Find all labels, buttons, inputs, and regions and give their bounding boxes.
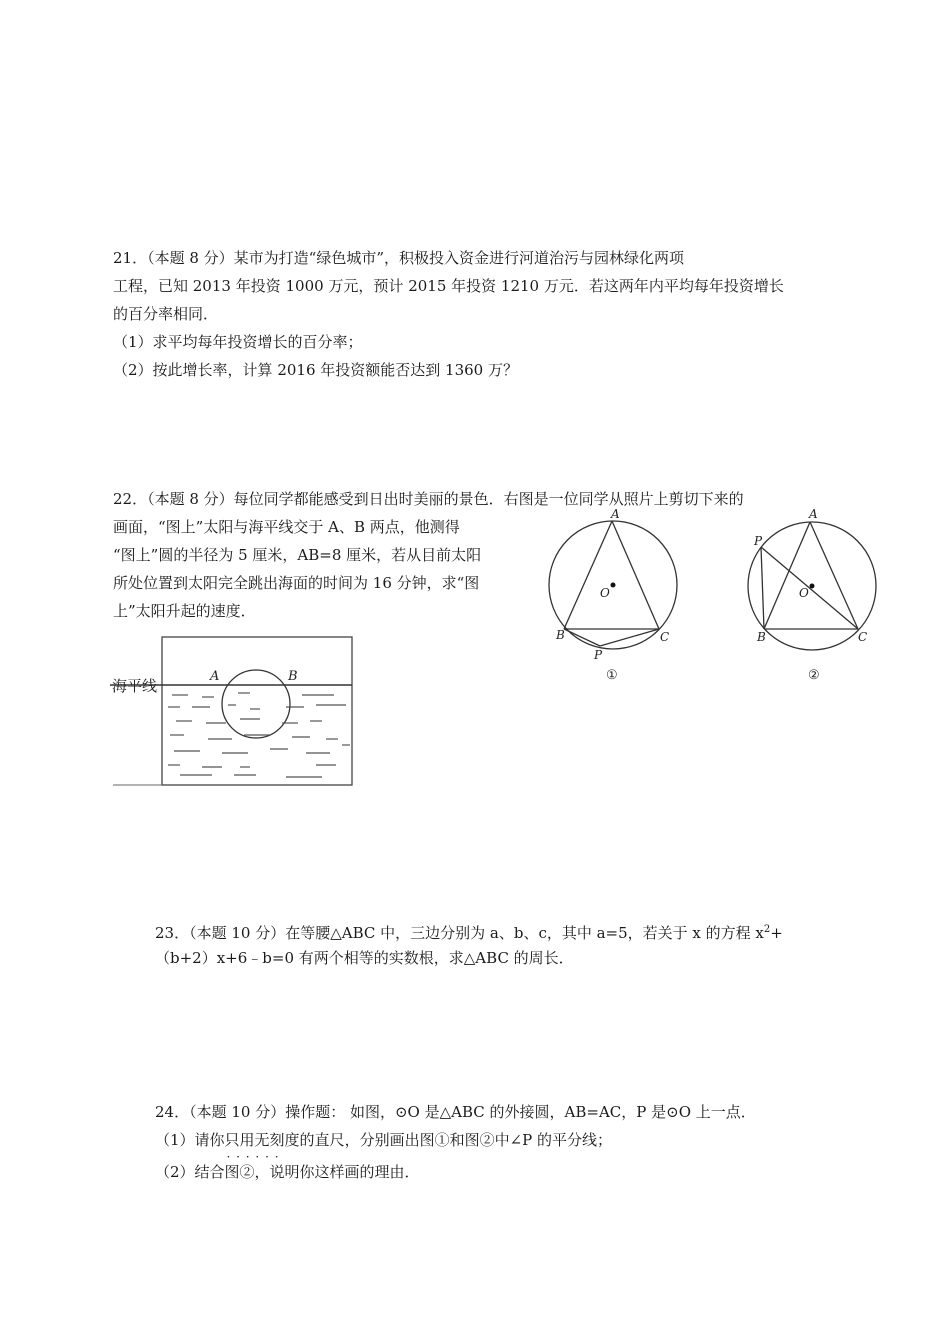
- q22-line-3: “图上”圆的半径为 5 厘米，AB=8 厘米，若从目前太阳: [113, 546, 482, 564]
- q23-line-1-plus: +: [770, 924, 783, 942]
- fig1-caption: ①: [606, 668, 618, 683]
- q23-line-1-text: 23．（本题 10 分）在等腰△ABC 中，三边分别为 a、b、c，其中 a=5，若关于 x 的方程 x: [155, 924, 764, 942]
- q21-line-1: 21．（本题 8 分）某市为打造“绿色城市”，积极投入资金进行河道治污与园林绿化两项: [113, 249, 685, 267]
- sunrise-figure: [110, 635, 360, 790]
- fig2-label-b: B: [757, 630, 766, 644]
- fig1-label-p: P: [594, 648, 603, 662]
- q21-part-2: （2）按此增长率，计算 2016 年投资额能否达到 1360 万？: [113, 361, 518, 379]
- q24-part-1-pre: （1）请你: [155, 1131, 225, 1149]
- q22-line-4: 所处位置到太阳完全跳出海面的时间为 16 分钟，求“图: [113, 574, 480, 592]
- fig2-label-a: A: [809, 507, 818, 521]
- q22-line-2: 画面，“图上”太阳与海平线交于 A、B 两点，他测得: [113, 518, 460, 536]
- q23-line-1: [155, 920, 783, 943]
- q24-part-1: [155, 1130, 612, 1150]
- q24-line-1: 24．（本题 10 分）操作题： 如图，⊙O 是△ABC 的外接圆，AB=AC，P 是⊙O 上一点．: [155, 1103, 756, 1121]
- q22-line-1: 22．（本题 8 分）每位同学都能感受到日出时美丽的景色．右图是一位同学从照片上剪切下来的: [113, 490, 744, 508]
- q23-line-2: （b+2）x+6﹣b=0 有两个相等的实数根，求△ABC 的周长．: [155, 949, 574, 967]
- fig1-label-c: C: [660, 630, 670, 644]
- q24-part-1-emphasis: 只用无刻度的直尺 · · ·: [225, 1131, 345, 1149]
- q22-line-5: 上”太阳升起的速度．: [113, 602, 256, 620]
- fig1-label-a: A: [611, 507, 620, 521]
- fig2-caption: ②: [808, 668, 820, 683]
- q21-line-3: 的百分率相同．: [113, 305, 219, 323]
- label-point-b: B: [288, 669, 298, 684]
- q23-exponent: 2: [763, 924, 771, 935]
- figure-2: [740, 505, 890, 685]
- fig2-label-c: C: [858, 630, 868, 644]
- label-point-a: A: [210, 669, 220, 684]
- q21-line-2: 工程，已知 2013 年投资 1000 万元，预计 2015 年投资 1210 万元．若这两年内平均每年投资增长: [113, 277, 784, 295]
- fig1-label-b: B: [556, 628, 565, 642]
- fig2-label-p: P: [754, 534, 763, 548]
- q24-part-2: （2）结合图②，说明你这样画的理由．: [155, 1163, 420, 1181]
- sea-level-label: 海平线: [112, 677, 158, 695]
- fig2-label-o: O: [799, 586, 809, 600]
- fig1-label-o: O: [600, 586, 610, 600]
- q24-part-1-post: ，分别画出图①和图②中∠P 的平分线；: [344, 1131, 612, 1149]
- q21-part-1: （1）求平均每年投资增长的百分率；: [113, 333, 363, 351]
- figure-1: [540, 505, 690, 685]
